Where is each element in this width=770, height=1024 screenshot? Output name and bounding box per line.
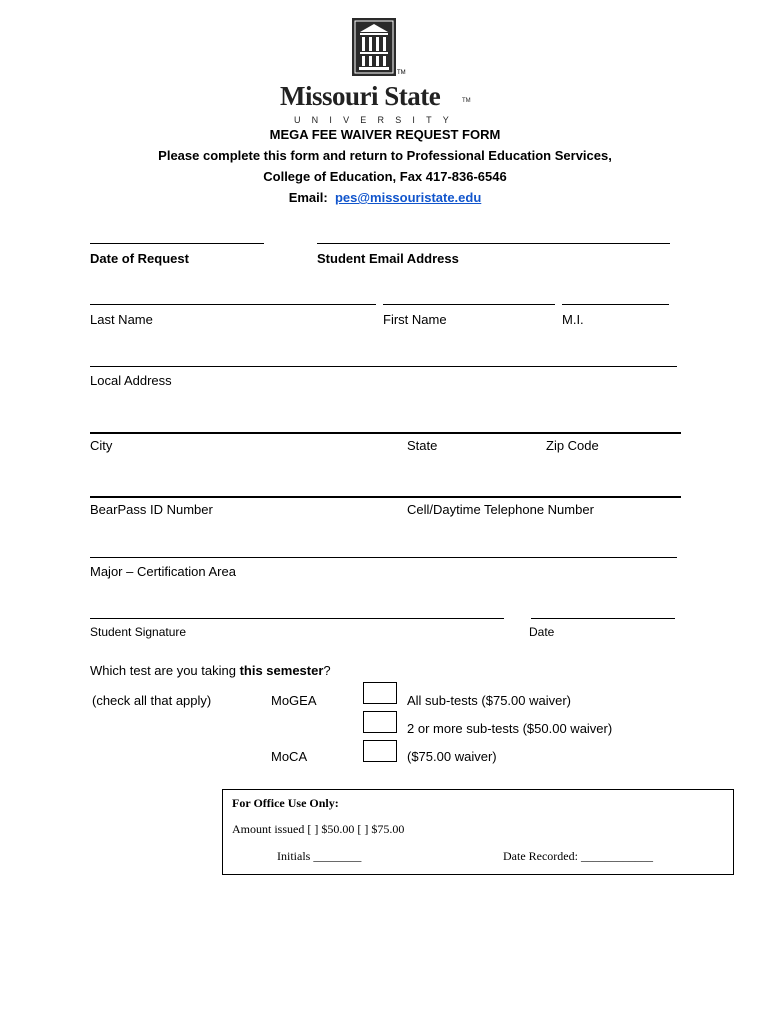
form-email-line [0, 190, 770, 205]
form-instructions: Please complete this form and return to Professional Education Services, [158, 148, 612, 163]
logo-wordmark: Missouri State [280, 81, 441, 111]
moca-checkbox[interactable] [363, 740, 397, 762]
date-of-request-label: Date of Request [90, 251, 189, 266]
check-instruction: (check all that apply) [92, 693, 212, 708]
student-email-label: Student Email Address [317, 251, 459, 266]
date-of-request-line[interactable] [90, 243, 264, 244]
mogea-label: MoGEA [271, 693, 317, 708]
logo-university: UNIVERSITY [293, 115, 460, 125]
moca-label: MoCA [271, 749, 308, 764]
first-name-line[interactable] [383, 304, 555, 305]
city-label: City [90, 438, 113, 453]
mogea-two-label: 2 or more sub-tests ($50.00 waiver) [407, 721, 613, 736]
office-amount: Amount issued [ ] $50.00 [ ] $75.00 [232, 822, 405, 836]
office-title: For Office Use Only: [232, 796, 339, 810]
student-email-line[interactable] [317, 243, 670, 244]
zip-label: Zip Code [546, 438, 599, 453]
mogea-all-checkbox[interactable] [363, 682, 397, 704]
last-name-line[interactable] [90, 304, 376, 305]
date-label: Date [529, 625, 555, 639]
signature-label: Student Signature [90, 625, 187, 639]
test-question-prefix: Which test are you taking [90, 663, 240, 678]
test-question-bold: this semester [239, 663, 324, 678]
bearpass-label: BearPass ID Number [90, 502, 213, 517]
mogea-two-checkbox[interactable] [363, 711, 397, 733]
office-use-box [222, 789, 734, 875]
mogea-all-label: All sub-tests ($75.00 waiver) [407, 693, 572, 708]
test-question-suffix: ? [323, 663, 331, 678]
first-name-label: First Name [383, 312, 447, 327]
university-seal-icon [352, 18, 396, 76]
local-address-label: Local Address [90, 373, 172, 388]
mi-line[interactable] [562, 304, 669, 305]
email-link[interactable]: pes@missouristate.edu [334, 190, 482, 205]
date-line[interactable] [531, 618, 675, 619]
seal-tm: TM [397, 70, 406, 76]
local-address-line[interactable] [90, 366, 677, 367]
form-fax: College of Education, Fax 417-836-6546 [263, 169, 507, 184]
signature-line[interactable] [90, 618, 504, 619]
mi-label: M.I. [562, 312, 584, 327]
office-initials: Initials ________ [277, 849, 362, 863]
form-title: MEGA FEE WAIVER REQUEST FORM [269, 127, 501, 142]
major-line[interactable] [90, 557, 677, 558]
wordmark-tm: TM [462, 98, 471, 104]
major-label: Major – Certification Area [90, 564, 236, 579]
city-state-zip-line[interactable] [90, 432, 681, 434]
state-label: State [407, 438, 438, 453]
bearpass-phone-line[interactable] [90, 496, 681, 498]
last-name-label: Last Name [90, 312, 153, 327]
test-question [90, 663, 331, 678]
moca-option-label: ($75.00 waiver) [407, 749, 497, 764]
email-label: Email: [288, 190, 328, 205]
office-date-recorded: Date Recorded: ____________ [503, 849, 653, 863]
phone-label: Cell/Daytime Telephone Number [407, 502, 594, 517]
